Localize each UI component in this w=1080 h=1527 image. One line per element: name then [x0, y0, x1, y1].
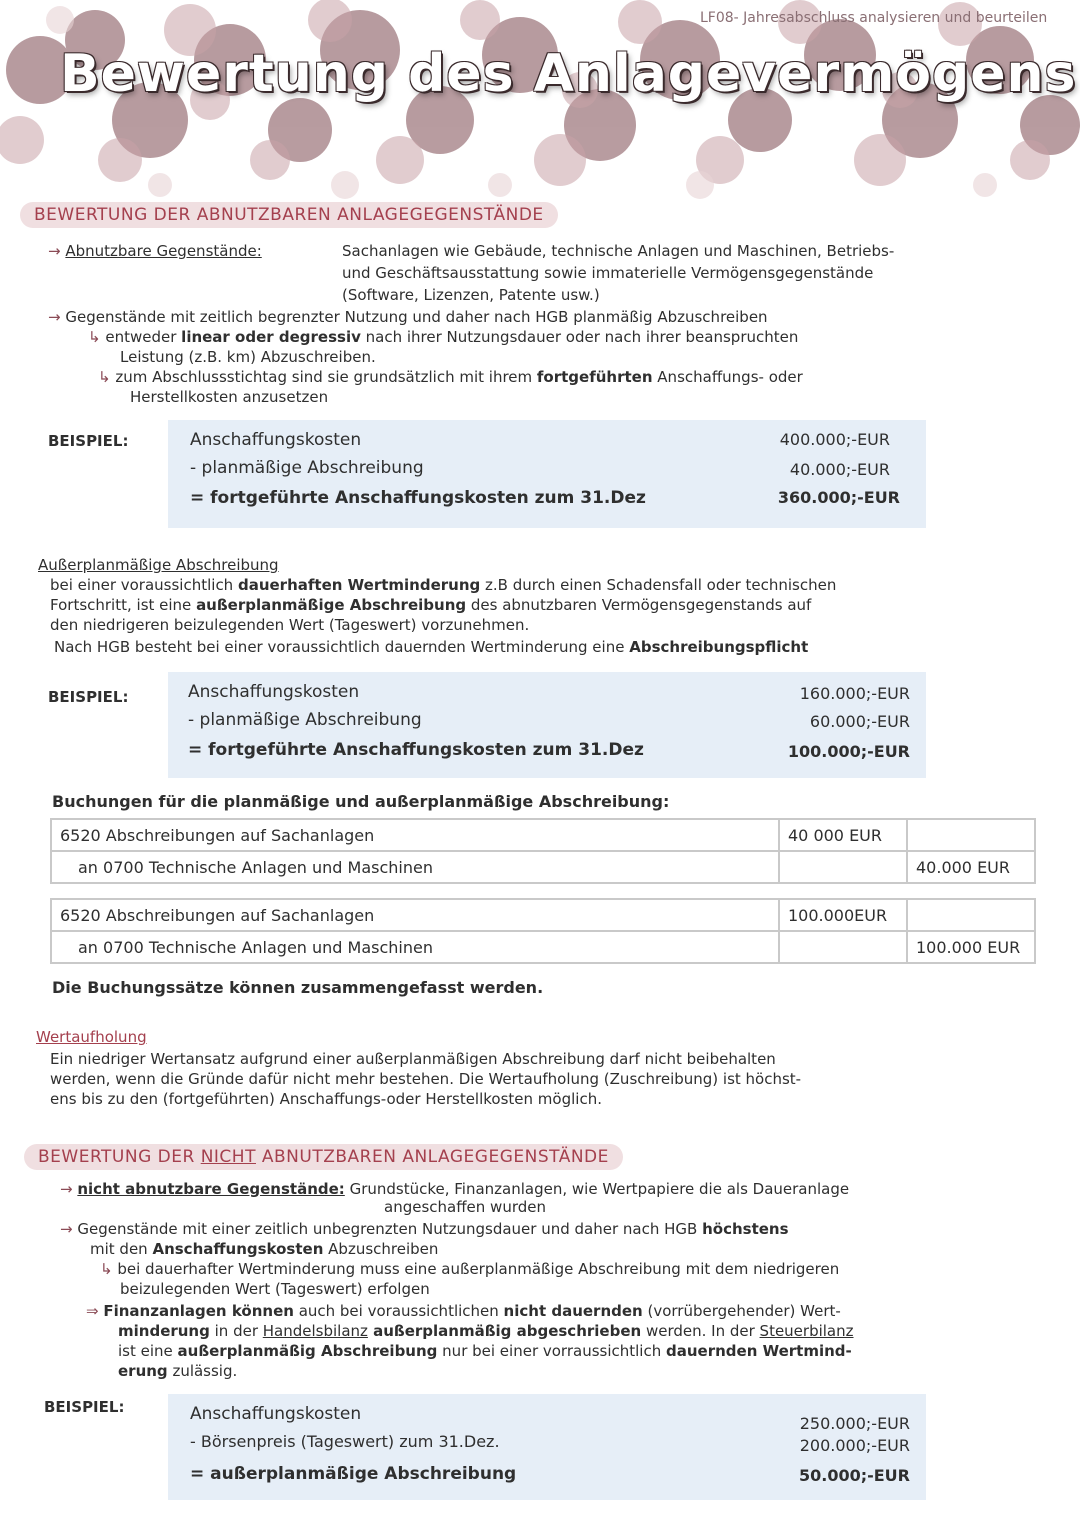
page-title: Bewertung des Anlagevermögens — [60, 44, 1077, 104]
booking-soll — [779, 931, 907, 963]
example-row-label: = fortgeführte Anschaffungskosten zum 31.Dez — [190, 488, 646, 508]
page-subtitle: LF08- Jahresabschluss analysieren und beurteilen — [700, 10, 1048, 26]
text: in der — [209, 1322, 263, 1340]
bullet-text: Gegenstände mit zeitlich begrenzter Nutzung und daher nach HGB planmäßig Abzuschreiben — [65, 308, 768, 326]
text: Gegenstände mit einer zeitlich unbegrenzten Nutzungsdauer und daher nach HGB — [77, 1220, 703, 1238]
bullet-begrenzte-nutzung — [48, 308, 768, 327]
text-bold: linear oder degressiv — [181, 328, 361, 346]
sub-bullet-line-2: beizulegenden Wert (Tageswert) erfolgen — [120, 1280, 430, 1298]
buchungen-note: Die Buchungssätze können zusammengefasst werden. — [52, 978, 544, 997]
text-bold: dauernden Wertmind- — [666, 1342, 852, 1360]
section-heading-abnutzbar: BEWERTUNG DER ABNUTZBAREN ANLAGEGEGENSTÄNDE — [20, 202, 558, 228]
sub-arrow-icon: ↳ — [88, 328, 101, 346]
example-row-value: 50.000;-EUR — [798, 1466, 910, 1485]
text: Nach HGB besteht bei einer voraussichtlich dauernden Wertminderung eine — [54, 638, 630, 656]
bullet-line-2 — [90, 1240, 438, 1259]
text-bold: Abschreibungspflicht — [629, 638, 809, 656]
text-underlined: Steuerbilanz — [759, 1322, 854, 1340]
sub-bullet-line-2: Leistung (z.B. km) Abzuschreiben. — [120, 348, 376, 366]
example-label: BEISPIEL: — [48, 432, 129, 450]
example-row-value: 60.000;-EUR — [809, 712, 910, 731]
text-bold: höchstens — [702, 1220, 789, 1238]
booking-table-1 — [50, 818, 1036, 884]
text-underlined: NICHT — [200, 1147, 256, 1167]
example-row-label: - planmäßige Abschreibung — [188, 710, 422, 730]
finanzanlagen-line-4 — [118, 1362, 237, 1381]
text: nach ihrer Nutzungsdauer oder nach ihrer beanspruchten — [360, 328, 799, 346]
booking-haben: 100.000 EUR — [907, 931, 1035, 963]
text: (vorrübergehender) Wert- — [642, 1302, 841, 1320]
sub-bullet-linear-degressiv — [88, 328, 798, 347]
bullet-line-2: angeschaffen wurden — [384, 1198, 546, 1216]
sub-bullet-dauerhaft — [100, 1260, 839, 1279]
example-row-label: = fortgeführte Anschaffungskosten zum 31.Dez — [188, 740, 644, 760]
ausser-title: Außerplanmäßige Abschreibung — [38, 556, 279, 574]
sub-arrow-icon: ↳ — [100, 1260, 113, 1278]
bullet-text-line-1: Sachanlagen wie Gebäude, technische Anlagen und Maschinen, Betriebs- — [342, 242, 895, 260]
example-row-value: 360.000;-EUR — [777, 488, 900, 507]
table-row — [51, 819, 1035, 851]
bullet-unbegrenzte-nutzung — [60, 1220, 789, 1239]
booking-soll: 100.000EUR — [779, 899, 907, 931]
sub-arrow-icon: ↳ — [98, 368, 111, 386]
example-row-label: = außerplanmäßige Abschreibung — [190, 1464, 517, 1484]
example-label: BEISPIEL: — [48, 688, 129, 706]
booking-haben — [907, 899, 1035, 931]
text-bold: Anschaffungskosten — [152, 1240, 324, 1258]
text-bold: minderung — [118, 1322, 210, 1340]
text-bold: fortgeführten — [536, 368, 653, 386]
text: z.B durch einen Schadensfall oder technischen — [480, 576, 837, 594]
text: Fortschritt, ist eine — [50, 596, 197, 614]
table-row — [51, 899, 1035, 931]
bullet-label: Abnutzbare Gegenstände: — [65, 242, 262, 260]
text-bold: dauerhaften Wertminderung — [237, 576, 481, 594]
bullet-text-line-3: (Software, Lizenzen, Patente usw.) — [342, 286, 600, 304]
text: bei einer voraussichtlich — [50, 576, 238, 594]
text: zulässig. — [167, 1362, 238, 1380]
text-bold: außerplanmäßig Abschreibung — [177, 1342, 438, 1360]
text: nur bei einer vorraussichtlich — [437, 1342, 666, 1360]
arrow-icon: → — [60, 1220, 73, 1238]
booking-text: 6520 Abschreibungen auf Sachanlagen — [51, 819, 779, 851]
sub-bullet-abschlussstichtag — [98, 368, 803, 387]
example-row-label: - Börsenpreis (Tageswert) zum 31.Dez. — [190, 1432, 500, 1451]
example-row-label: Anschaffungskosten — [190, 1404, 362, 1424]
booking-soll: 40 000 EUR — [779, 819, 907, 851]
text: Grundstücke, Finanzanlagen, wie Wertpapiere die als Daueranlage — [349, 1180, 850, 1198]
finanzanlagen-line-3 — [118, 1342, 852, 1361]
buchungen-title: Buchungen für die planmäßige und außerplanmäßige Abschreibung: — [52, 792, 670, 811]
example-row-value: 40.000;-EUR — [789, 460, 890, 479]
text: ist eine — [118, 1342, 178, 1360]
text: BEWERTUNG DER — [38, 1147, 201, 1167]
sub-bullet-line-2: Herstellkosten anzusetzen — [130, 388, 329, 406]
text-bold: außerplanmäßig abgeschrieben — [367, 1322, 642, 1340]
finanzanlagen-line-1 — [86, 1302, 841, 1321]
booking-text: 6520 Abschreibungen auf Sachanlagen — [51, 899, 779, 931]
double-arrow-icon: ⇒ — [86, 1302, 99, 1320]
wert-line-2: werden, wenn die Gründe dafür nicht mehr bestehen. Die Wertaufholung (Zuschreibung) ist höchst- — [50, 1070, 802, 1088]
text-bold: erung — [118, 1362, 168, 1380]
text-bold: Finanzanlagen können — [103, 1302, 294, 1320]
text: ABNUTZBAREN ANLAGEGEGENSTÄNDE — [255, 1147, 609, 1167]
booking-table-2 — [50, 898, 1036, 964]
example-row-label: - planmäßige Abschreibung — [190, 458, 424, 478]
ausser-line-1 — [50, 576, 836, 595]
ausser-line-2 — [50, 596, 811, 615]
text: Anschaffungs- oder — [652, 368, 803, 386]
arrow-icon: → — [48, 308, 61, 326]
table-row — [51, 931, 1035, 963]
bullet-text-line-2: und Geschäftsausstattung sowie immaterielle Vermögensgegenstände — [342, 264, 874, 282]
example-row-value: 400.000;-EUR — [779, 430, 890, 449]
booking-haben — [907, 819, 1035, 851]
booking-soll — [779, 851, 907, 883]
bullet-abnutzbare-gegenstaende — [48, 242, 262, 261]
text: zum Abschlussstichtag sind sie grundsätzlich mit ihrem — [115, 368, 537, 386]
example-row-value: 200.000;-EUR — [799, 1436, 910, 1455]
text: entweder — [105, 328, 182, 346]
text: bei dauerhafter Wertminderung muss eine außerplanmäßige Abschreibung mit dem niedrigeren — [117, 1260, 840, 1278]
ausser-line-3: den niedrigeren beizulegenden Wert (Tageswert) vorzunehmen. — [50, 616, 530, 634]
text-bold: außerplanmäßige Abschreibung — [196, 596, 467, 614]
ausser-line-4 — [54, 638, 808, 657]
text: Abzuschreiben — [323, 1240, 439, 1258]
table-row — [51, 851, 1035, 883]
example-row-value: 100.000;-EUR — [787, 742, 910, 761]
bullet-nicht-abnutzbare — [60, 1180, 849, 1199]
example-row-label: Anschaffungskosten — [190, 430, 362, 450]
text: des abnutzbaren Vermögensgegenstands auf — [466, 596, 812, 614]
finanzanlagen-line-2 — [118, 1322, 854, 1341]
wert-line-3: ens bis zu den (fortgeführten) Anschaffungs-oder Herstellkosten möglich. — [50, 1090, 602, 1108]
wert-title: Wertaufholung — [36, 1028, 147, 1046]
example-label: BEISPIEL: — [44, 1398, 125, 1416]
text: auch bei voraussichtlichen — [293, 1302, 504, 1320]
booking-haben: 40.000 EUR — [907, 851, 1035, 883]
example-row-label: Anschaffungskosten — [188, 682, 360, 702]
section-heading-nicht-abnutzbar — [24, 1144, 623, 1170]
booking-text: an 0700 Technische Anlagen und Maschinen — [51, 931, 779, 963]
text-bold: nicht dauernden — [503, 1302, 643, 1320]
text-underlined: Handelsbilanz — [262, 1322, 368, 1340]
bullet-label: nicht abnutzbare Gegenstände: — [77, 1180, 345, 1198]
text: werden. In der — [641, 1322, 760, 1340]
arrow-icon: → — [48, 242, 61, 260]
example-row-value: 250.000;-EUR — [799, 1414, 910, 1433]
text: mit den — [90, 1240, 153, 1258]
example-row-value: 160.000;-EUR — [799, 684, 910, 703]
arrow-icon: → — [60, 1180, 73, 1198]
booking-text: an 0700 Technische Anlagen und Maschinen — [51, 851, 779, 883]
wert-line-1: Ein niedriger Wertansatz aufgrund einer außerplanmäßigen Abschreibung darf nicht beibehalten — [50, 1050, 776, 1068]
